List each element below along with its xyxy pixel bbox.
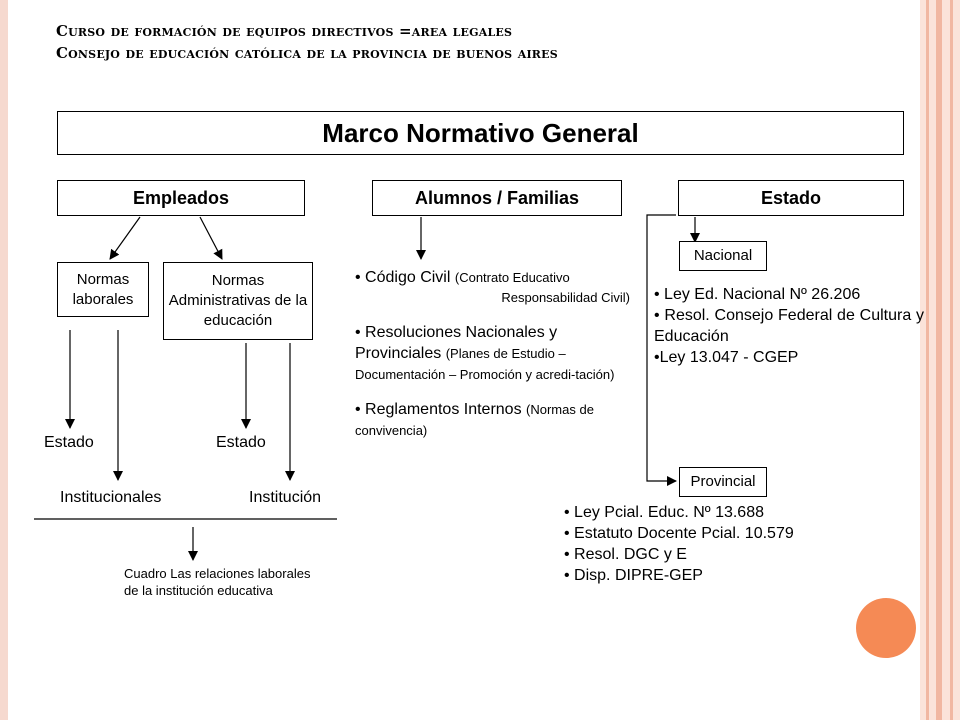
label-estado-left: Estado [44, 434, 94, 451]
nacional-item: • Resol. Consejo Federal de Cultura y Educación [654, 307, 925, 345]
arrow-to-normas-admin [200, 217, 222, 259]
item-sub: (Normas de convivencia) [355, 402, 594, 438]
item-main: Código Civil [365, 269, 451, 286]
category-estado: Estado [678, 180, 904, 216]
nacional-item: •Ley 13.047 - CGEP [654, 349, 799, 366]
box-nacional: Nacional [679, 241, 767, 271]
item-sub: (Planes de Estudio – Documentación – Promoción y acredi-tación) [355, 346, 615, 382]
alumnos-list [355, 267, 630, 441]
category-empleados: Empleados [57, 180, 305, 216]
provincial-item: • Estatuto Docente Pcial. 10.579 [564, 525, 794, 542]
alumnos-item-resoluciones: • Resoluciones Nacionales y Provinciales (Planes de Estudio – Documentación – Promoción y acredi-tación) [355, 324, 615, 382]
box-provincial: Provincial [679, 467, 767, 497]
title-box: Marco Normativo General [57, 111, 904, 155]
cuadro-note: Cuadro Las relaciones laborales de la institución educativa [124, 566, 311, 598]
header-line-1: Curso de formación de equipos directivos =area legales [56, 22, 513, 40]
label-estado-right: Estado [216, 434, 266, 451]
label-institucionales: Institucionales [60, 489, 162, 506]
provincial-list [564, 502, 864, 586]
label-institucion: Institución [249, 489, 322, 506]
item-sub: (Contrato Educativo [454, 270, 570, 285]
header-line-2: Consejo de educación católica de la provincia de buenos aires [56, 44, 558, 62]
item-main: Reglamentos Internos [365, 401, 522, 418]
provincial-item: • Disp. DIPRE-GEP [564, 567, 703, 584]
arrow-to-normas-laborales [110, 217, 140, 259]
box-normas-laborales: Normas laborales [57, 262, 149, 317]
box-normas-administrativas: Normas Administrativas de la educación [163, 262, 313, 340]
nacional-item: • Ley Ed. Nacional Nº 26.206 [654, 286, 861, 303]
provincial-item: • Resol. DGC y E [564, 546, 687, 563]
item-sub-2: Responsabilidad Civil) [501, 290, 630, 305]
provincial-item: • Ley Pcial. Educ. Nº 13.688 [564, 504, 764, 521]
item-main: Resoluciones Nacionales y Provinciales [355, 324, 558, 362]
alumnos-item-reglamentos: • Reglamentos Internos (Normas de convivencia) [355, 401, 594, 438]
alumnos-item-codigo-civil: • Código Civil (Contrato Educativo Responsabilidad Civil) [355, 267, 630, 308]
category-alumnos-familias: Alumnos / Familias [372, 180, 622, 216]
nacional-list [654, 284, 924, 368]
